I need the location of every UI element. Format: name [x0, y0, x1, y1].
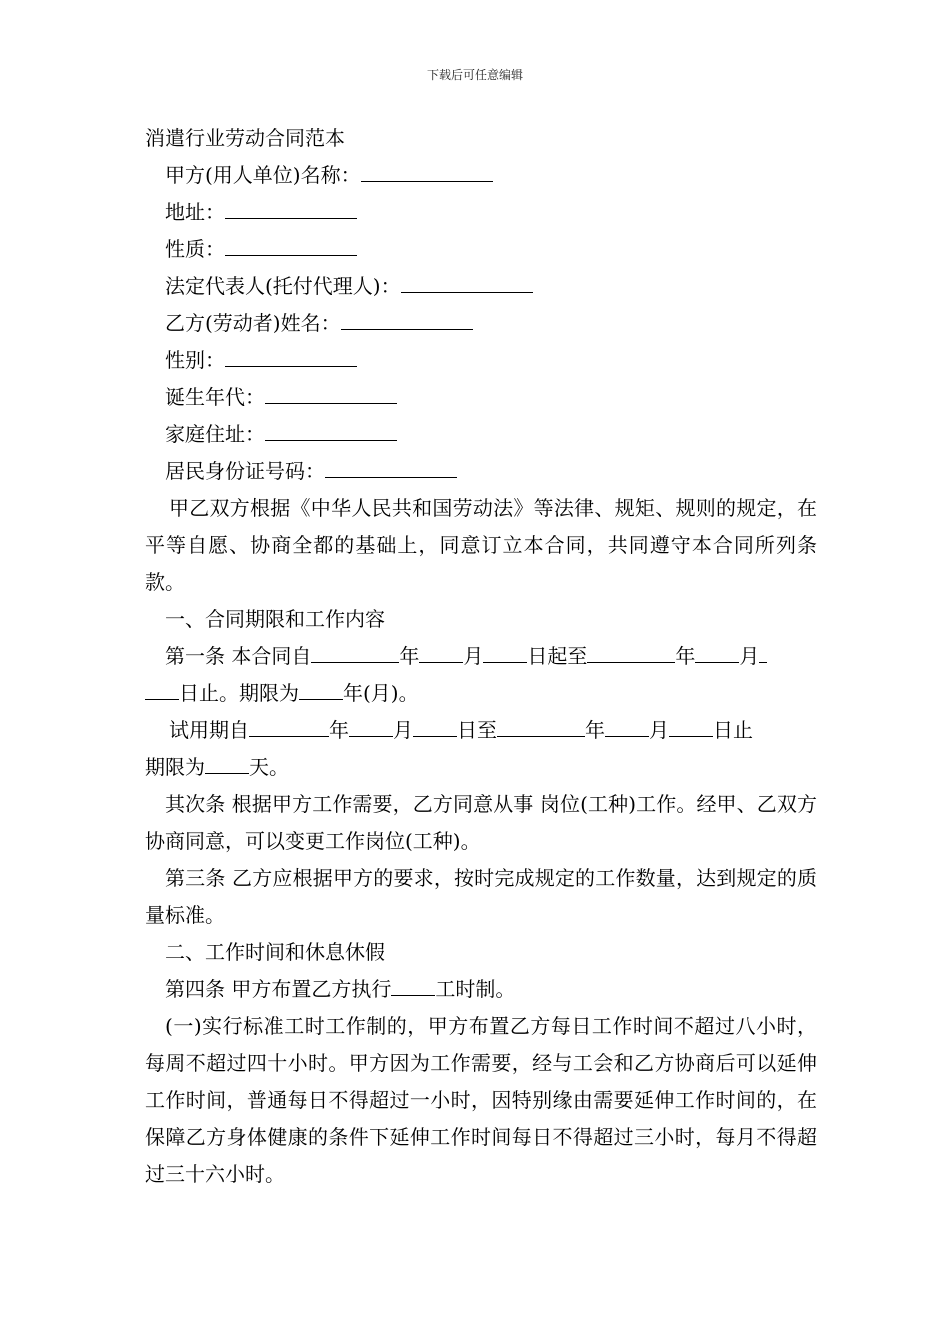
field-address	[145, 194, 817, 231]
blank-line	[225, 198, 357, 219]
blank-line	[401, 272, 533, 293]
blank-line	[587, 642, 675, 663]
probation-line-1	[145, 712, 817, 749]
section-heading-2: 二、工作时间和休息休假	[165, 940, 385, 964]
field-label: 居民身份证号码：	[165, 459, 325, 483]
article-1-line-2	[145, 675, 817, 712]
blank-line	[695, 642, 739, 663]
blank-line	[605, 716, 649, 737]
text-run: 月	[463, 644, 484, 668]
blank-line	[483, 642, 527, 663]
text-run: 月	[739, 644, 760, 668]
text-run: 年	[585, 718, 605, 742]
field-label: 家庭住址：	[165, 422, 265, 446]
text-run: 第一条 本合同自	[165, 644, 312, 668]
text-run: 日起至	[527, 644, 588, 668]
section-heading-1: 一、合同期限和工作内容	[165, 607, 385, 631]
blank-line	[325, 457, 457, 478]
field-party-a-name	[145, 157, 817, 194]
blank-line	[497, 716, 585, 737]
field-label: 乙方(劳动者)姓名：	[165, 311, 341, 335]
blank-line	[225, 346, 357, 367]
article-1-line-1	[145, 638, 817, 675]
blank-line	[419, 642, 463, 663]
field-label: 性质：	[165, 237, 225, 261]
blank-line	[299, 679, 343, 700]
text-run: 年(月)。	[343, 681, 419, 705]
field-id-number	[145, 453, 817, 490]
text-run: 工时制。	[435, 977, 516, 1001]
blank-line	[265, 420, 397, 441]
text-run: 月	[393, 718, 413, 742]
field-label: 法定代表人(托付代理人)：	[165, 274, 401, 298]
document-body	[145, 120, 817, 1193]
probation-line-2	[145, 749, 817, 786]
field-label: 甲方(用人单位)名称：	[165, 163, 361, 187]
blank-line	[361, 161, 493, 182]
text-run: 月	[649, 718, 669, 742]
blank-line	[205, 753, 249, 774]
text-run: 天。	[249, 755, 289, 779]
blank-line	[145, 679, 179, 700]
article-3-paragraph: 第三条 乙方应根据甲方的要求，按时完成规定的工作数量，达到规定的质量标准。	[145, 866, 817, 927]
blank-line	[391, 975, 435, 996]
text-run: 期限为	[145, 755, 205, 779]
field-label: 诞生年代：	[165, 385, 265, 409]
article-4-line	[145, 971, 817, 1008]
blank-line	[225, 235, 357, 256]
blank-line	[759, 642, 767, 663]
article-2-paragraph: 其次条 根据甲方工作需要，乙方同意从事 岗位(工种)工作。经甲、乙双方协商同意，可以变更工作岗位(工种)。	[145, 792, 817, 853]
field-home-address	[145, 416, 817, 453]
blank-line	[669, 716, 713, 737]
text-run: 日止。期限为	[179, 681, 299, 705]
text-run: 试用期自	[169, 718, 249, 742]
page-header: 下载后可任意编辑	[426, 68, 523, 82]
blank-line	[349, 716, 393, 737]
text-run: 年	[675, 644, 696, 668]
clause-1-paragraph: (一)实行标准工时工作制的，甲方布置乙方每日工作时间不超过八小时，每周不超过四十小时。甲方因为工作需要，经与工会和乙方协商后可以延伸工作时间，普通每日不得超过一小时，因特别缘由需要延伸工作时间的，在保障乙方身体健康的条件下延伸工作时间每日不得超过三小时，每月不得超过三十六小时。	[145, 1014, 817, 1186]
text-run: 年	[399, 644, 420, 668]
blank-line	[265, 383, 397, 404]
text-run: 年	[329, 718, 349, 742]
field-label: 性别：	[165, 348, 225, 372]
text-run: 日至	[457, 718, 497, 742]
blank-line	[249, 716, 329, 737]
field-legal-rep	[145, 268, 817, 305]
blank-line	[311, 642, 399, 663]
intro-paragraph: 甲乙双方根据《中华人民共和国劳动法》等法律、规矩、规则的规定，在平等自愿、协商全都的基础上，同意订立本合同，共同遵守本合同所列条款。	[145, 496, 817, 594]
field-label: 地址：	[165, 200, 225, 224]
field-gender	[145, 342, 817, 379]
blank-line	[341, 309, 473, 330]
text-run: 第四条 甲方布置乙方执行	[165, 977, 392, 1001]
text-run: 日止	[713, 718, 753, 742]
blank-line	[413, 716, 457, 737]
field-birth	[145, 379, 817, 416]
field-party-b-name	[145, 305, 817, 342]
document-title: 消遣行业劳动合同范本	[145, 126, 345, 150]
field-nature	[145, 231, 817, 268]
